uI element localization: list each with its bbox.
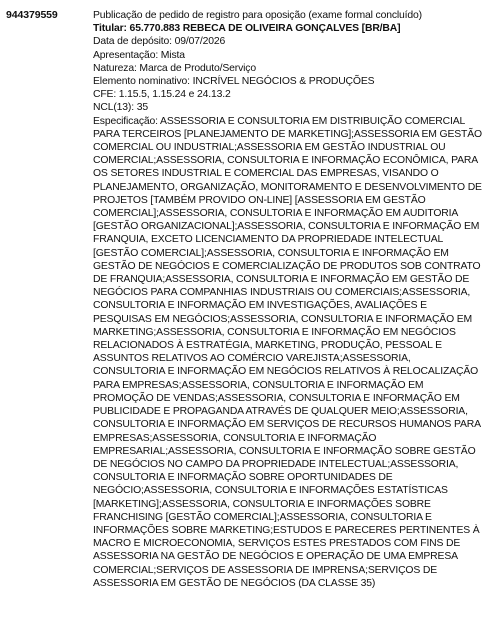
titular-line: Titular: 65.770.883 REBECA DE OLIVEIRA GONÇALVES [BR/BA] <box>93 23 401 35</box>
nature-line: Natureza: Marca de Produto/Serviço <box>93 62 256 74</box>
cfe-line: CFE: 1.15.5, 1.15.24 e 24.13.2 <box>93 89 231 101</box>
nominative-element: Elemento nominativo: INCRÍVEL NEGÓCIOS & PRODUÇÕES <box>93 76 375 88</box>
process-number: 944379559 <box>6 9 58 21</box>
dispatch-description: Publicação de pedido de registro para oposição (exame formal concluído) <box>93 10 422 21</box>
presentation-line: Apresentação: Mista <box>93 49 185 61</box>
filing-date: Data de depósito: 09/07/2026 <box>93 36 226 48</box>
specification-text: Especificação: ASSESSORIA E CONSULTORIA EM DISTRIBUIÇÃO COMERCIAL PARA TERCEIROS [PLANEJAMENTO DE MARKETING];ASSESSORIA EM GESTÃO COMERCIAL OU INDUSTRIAL;ASSESSORIA EM GESTÃO INDUSTRIAL OU COMERCIAL;ASSESSORIA, CONSULTORIA E INFORMAÇÃO ECONÔMICA, PARA OS SETORES INDUSTRIAL E COMERCIAL DAS EMPRESAS, VISANDO O PLANEJAMENTO, ORGANIZAÇÃO, MONITORAMENTO E DESENVOLVIMENTO DE PROJETOS [TAMBÉM PROVIDO ON-LINE] [ASSESSORIA EM GESTÃO COMERCIAL];ASSESSORIA, CONSULTORIA E INFORMAÇÃO EM AUDITORIA [GESTÃO ORGANIZACIONAL];ASSESSORIA, CONSULTORIA E INFORMAÇÃO EM FRANQUIA, EXCETO LICENCIAMENTO DA PROPRIEDADE INTELECTUAL [GESTÃO COMERCIAL];ASSESSORIA, CONSULTORIA E INFORMAÇÃO EM GESTÃO DE NEGÓCIOS E COMERCIALIZAÇÃO DE PRODUTOS SOB CONTRATO DE FRANQUIA;ASSESSORIA, CONSULTORIA E INFORMAÇÃO EM GESTÃO DE NEGÓCIOS PARA COMPANHIAS INDUSTRIAIS OU COMERCIAIS;ASSESSORIA, CONSULTORIA E INFORMAÇÃO EM INVESTIGAÇÕES, AVALIAÇÕES E PESQUISAS EM NEGÓCIOS;ASSESSORIA, CONSULTORIA E INFORMAÇÃO EM MARKETING;ASSESSORIA, CONSULTORIA E INFORMAÇÃO EM NEGÓCIOS RELACIONADOS À ESTRATÉGIA, MARKETING, PRODUÇÃO, PESSOAL E ASSUNTOS RELATIVOS AO COMÉRCIO VAREJISTA;ASSESSORIA, CONSULTORIA E INFORMAÇÃO EM NEGÓCIOS RELATIVOS À RELOCALIZAÇÃO PARA EMPRESAS;ASSESSORIA, CONSULTORIA E INFORMAÇÃO EM PROMOÇÃO DE VENDAS;ASSESSORIA, CONSULTORIA E INFORMAÇÃO EM PUBLICIDADE E PROPAGANDA ATRAVÉS DE QUALQUER MEIO;ASSESSORIA, CONSULTORIA E INFORMAÇÃO EM SERVIÇOS DE RECURSOS HUMANOS PARA EMPRESAS;ASSESSORIA, CONSULTORIA E INFORMAÇÃO EMPRESARIAL;ASSESSORIA, CONSULTORIA E INFORMAÇÃO SOBRE GESTÃO DE NEGÓCIOS NO CAMPO DA PROPRIEDADE INTELECTUAL;ASSESSORIA, CONSULTORIA E INFORMAÇÃO SOBRE OPORTUNIDADES DE NEGÓCIO;ASSESSORIA, CONSULTORIA E INFORMAÇÕES ESTATÍSTICAS [MARKETING];ASSESSORIA, CONSULTORIA E INFORMAÇÕES SOBRE FRANCHISING [GESTÃO COMERCIAL];ASSESSORIA, CONSULTORIA E INFORMAÇÕES SOBRE MARKETING;ESTUDOS E PARECERES PERTINENTES À MACRO E MICROECONOMIA, SERVIÇOS ESTES PRESTADOS COM FINS DE ASSESSORIA NA GESTÃO DE NEGÓCIOS E OPERAÇÃO DE UMA EMPRESA COMERCIAL;SERVIÇOS DE ASSESSORIA DE IMPRENSA;SERVIÇOS DE ASSESSORIA EM GESTÃO DE NEGÓCIOS (DA CLASSE 35) <box>93 115 482 589</box>
record-details <box>93 9 485 590</box>
ncl-line: NCL(13): 35 <box>93 102 148 114</box>
